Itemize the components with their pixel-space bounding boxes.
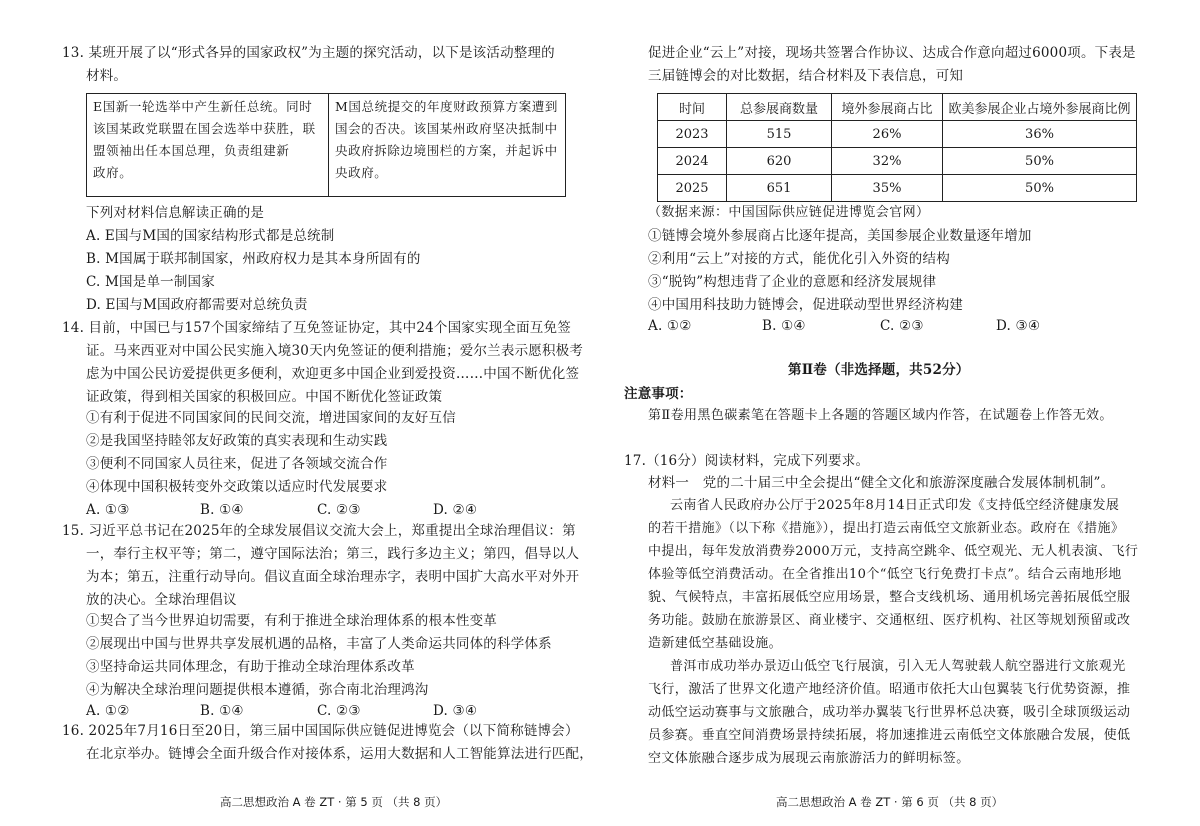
q16-item-4: ④中国用科技助力链博会，促进联动型世界经济构建 (648, 297, 964, 313)
table-source-note: （数据来源：中国国际供应链促进博览会官网） (648, 205, 930, 220)
table-header-cell: 欧美参展企业占境外参展商比例 (943, 94, 1137, 121)
q13-material-e-line: E国新一轮选举中产生新任总统。同时 (93, 99, 313, 114)
q13-material-box (86, 93, 566, 197)
q13-material-e (87, 94, 328, 196)
page-footer-right: 高二思想政治 A 卷 ZT · 第 6 页 （共 8 页） (776, 795, 1004, 809)
table-cell: 35% (832, 175, 943, 202)
q13-option-b: B. M国属于联邦制国家，州政府权力是其本身所固有的 (86, 251, 421, 267)
expo-data-table (657, 93, 1137, 202)
table-row (658, 121, 1137, 148)
q17-para1-line: 的若干措施》（以下称《措施》），提出打造云南低空文旅新业态。政府在《措施》 (648, 521, 1125, 536)
q15-choice-b: B. ①④ (200, 703, 244, 719)
table-cell: 36% (943, 121, 1137, 148)
q16-stem-line: 在北京举办。链博会全面升级合作对接体系，运用大数据和人工智能算法进行匹配， (86, 746, 593, 762)
table-cell: 620 (727, 148, 832, 175)
q13-material-m (328, 94, 565, 196)
q13-material-m-line: M国总统提交的年度财政预算方案遭到 (335, 99, 558, 114)
page-footer-left: 高二思想政治 A 卷 ZT · 第 5 页 （共 8 页） (220, 795, 448, 809)
q14-item-2: ②是我国坚持睦邻友好政策的真实表现和生动实践 (86, 433, 388, 449)
q17-para1-line: 云南省人民政府办公厅于2025年8月14日正式印发《支持低空经济健康发展 (670, 498, 1120, 513)
q16-stem-line: 16. 2025年7月16日至20日，第三届中国国际供应链促进博览会（以下简称链博会） (62, 723, 579, 739)
q14-choice-b: B. ①④ (200, 502, 244, 518)
q17-para1-line: 务功能。鼓励在旅游景区、商业楼宇、交通枢纽、医疗机构、社区等规划预留或改 (648, 613, 1131, 628)
q15-item-2: ②展现出中国与世界共享发展机遇的品格，丰富了人类命运共同体的科学体系 (86, 636, 552, 652)
table-cell: 515 (727, 121, 832, 148)
part-2-title: 第Ⅱ卷（非选择题，共52分） (788, 362, 970, 378)
q17-para1-line: 体验等低空消费活动。在全省推出10个“低空飞行免费打卡点”。结合云南地形地 (648, 567, 1122, 582)
q14-item-1: ①有利于促进不同国家间的民间交流，增进国家间的友好互信 (86, 410, 456, 426)
q15-item-4: ④为解决全球治理问题提供根本遵循，弥合南北治理鸿沟 (86, 682, 429, 698)
q17-stem: 17.（16分）阅读材料，完成下列要求。 (624, 453, 870, 469)
q13-material-m-line: 国会的否决。该国某州政府坚决抵制中 (335, 121, 558, 136)
q15-stem-line: 15. 习近平总书记在2025年的全球发展倡议交流大会上，郑重提出全球治理倡议：第 (62, 523, 576, 539)
table-cell: 2025 (658, 175, 727, 202)
q16-cont-line: 促进企业“云上”对接，现场共签署合作协议、达成合作意向超过6000项。下表是 (648, 45, 1136, 61)
q14-stem-line: 证政策，得到相关国家的积极回应。中国不断优化签证政策 (86, 389, 443, 405)
table-cell: 50% (943, 175, 1137, 202)
q14-choice-a: A. ①③ (86, 502, 130, 518)
table-cell: 32% (832, 148, 943, 175)
q13-material-e-line: 政府。 (93, 165, 133, 180)
q13-material-m-line: 央政府拆除边境围栏的方案，并起诉中 (335, 143, 558, 158)
notice-text: 第Ⅱ卷用黑色碳素笔在答题卡上各题的答题区域内作答，在试题卷上作答无效。 (648, 408, 1113, 423)
q16-item-2: ②利用“云上”对接的方式，能优化引入外资的结构 (648, 251, 950, 267)
q13-stem-line-2: 材料。 (86, 68, 128, 84)
q14-choice-c: C. ②③ (317, 502, 361, 518)
table-cell: 651 (727, 175, 832, 202)
q15-item-3: ③坚持命运共同体理念，有助于推动全球治理体系改革 (86, 659, 415, 675)
q17-para2-line: 员参赛。垂直空间消费场景持续拓展，将加速推进云南低空文体旅融合发展，使低 (648, 728, 1131, 743)
table-cell: 50% (943, 148, 1137, 175)
q16-choice-d: D. ③④ (996, 318, 1041, 334)
q17-para1-line: 中提出，每年发放消费券2000万元，支持高空跳伞、低空观光、无人机表演、飞行 (648, 544, 1139, 559)
q15-stem-line: 一，奉行主权平等；第二，遵守国际法治；第三，践行多边主义；第四，倡导以人 (86, 546, 580, 562)
q13-stem-line-1: 13. 某班开展了以“形式各异的国家政权”为主题的探究活动，以下是该活动整理的 (62, 45, 555, 61)
q14-stem-line: 虑为中国公民访爱提供更多便利，欢迎更多中国企业到爱投资……中国不断优化签 (86, 366, 580, 382)
q17-para1-line: 貌、气候特点，丰富拓展低空应用场景，整合支线机场、通用机场完善拓展低空服 (648, 590, 1131, 605)
table-header-cell: 时间 (658, 94, 727, 121)
notice-title: 注意事项： (624, 386, 693, 402)
q15-choice-d: D. ③④ (433, 703, 478, 719)
q16-choice-a: A. ①② (648, 318, 692, 334)
q17-para2-line: 空文体旅融合逐步成为展现云南旅游活力的鲜明标签。 (648, 751, 970, 766)
q17-material-1: 材料一 党的二十届三中全会提出“健全文化和旅游深度融合发展体制机制”。 (648, 475, 1115, 491)
table-cell: 26% (832, 121, 943, 148)
q17-para2-line: 飞行，激活了世界文化遗产地经济价值。昭通市依托大山包翼装飞行优势资源，推 (648, 682, 1131, 697)
table-header-cell: 总参展商数量 (727, 94, 832, 121)
q15-stem-line: 放的决心。全球治理倡议 (86, 592, 237, 608)
q13-material-e-line: 该国某政党联盟在国会选举中获胜，联 (93, 121, 316, 136)
table-header-cell: 境外参展商占比 (832, 94, 943, 121)
q13-option-c: C. M国是单一制国家 (86, 274, 215, 290)
q13-material-m-line: 央政府。 (335, 165, 388, 180)
q14-stem-line: 14. 目前，中国已与157个国家缔结了互免签证协定，其中24个国家实现全面互免签 (62, 320, 571, 336)
table-row (658, 148, 1137, 175)
q14-item-3: ③便利不同国家人员往来，促进了各领域交流合作 (86, 456, 388, 472)
q15-choice-c: C. ②③ (317, 703, 361, 719)
table-cell: 2023 (658, 121, 727, 148)
q15-stem-line: 为本；第五，注重行动导向。倡议直面全球治理赤字，表明中国扩大高水平对外开 (86, 569, 580, 585)
q14-choice-d: D. ②④ (433, 502, 478, 518)
q14-item-4: ④体现中国积极转变外交政策以适应时代发展要求 (86, 479, 388, 495)
q14-stem-line: 证。马来西亚对中国公民实施入境30天内免签证的便利措施；爱尔兰表示愿积极考 (86, 343, 584, 359)
table-header-row (658, 94, 1137, 121)
q16-cont-line: 三届链博会的对比数据，结合材料及下表信息，可知 (648, 68, 964, 84)
table-row (658, 175, 1137, 202)
q17-para2-line: 普洱市成功举办景迈山低空飞行展演，引入无人驾驶载人航空器进行文旅观光 (670, 659, 1126, 674)
q13-ask: 下列对材料信息解读正确的是 (86, 205, 265, 221)
q15-item-1: ①契合了当今世界迫切需要，有利于推进全球治理体系的根本性变革 (86, 613, 497, 629)
q16-item-1: ①链博会境外参展商占比逐年提高，美国参展企业数量逐年增加 (648, 228, 1032, 244)
q16-choice-b: B. ①④ (762, 318, 806, 334)
q16-choice-c: C. ②③ (880, 318, 924, 334)
q13-option-a: A. E国与M国的国家结构形式都是总统制 (86, 228, 335, 244)
q15-choice-a: A. ①② (86, 703, 130, 719)
q16-item-3: ③“脱钩”构想违背了企业的意愿和经济发展规律 (648, 274, 937, 290)
q13-material-e-line: 盟领袖出任本国总理，负责组建新 (93, 143, 290, 158)
table-cell: 2024 (658, 148, 727, 175)
q13-option-d: D. E国与M国政府都需要对总统负责 (86, 297, 308, 313)
q17-para2-line: 动低空运动赛事与文旅融合，成功举办翼装飞行世界杯总决赛，吸引全球顶级运动 (648, 705, 1131, 720)
q17-para1-line: 造新建低空基础设施。 (648, 636, 783, 651)
